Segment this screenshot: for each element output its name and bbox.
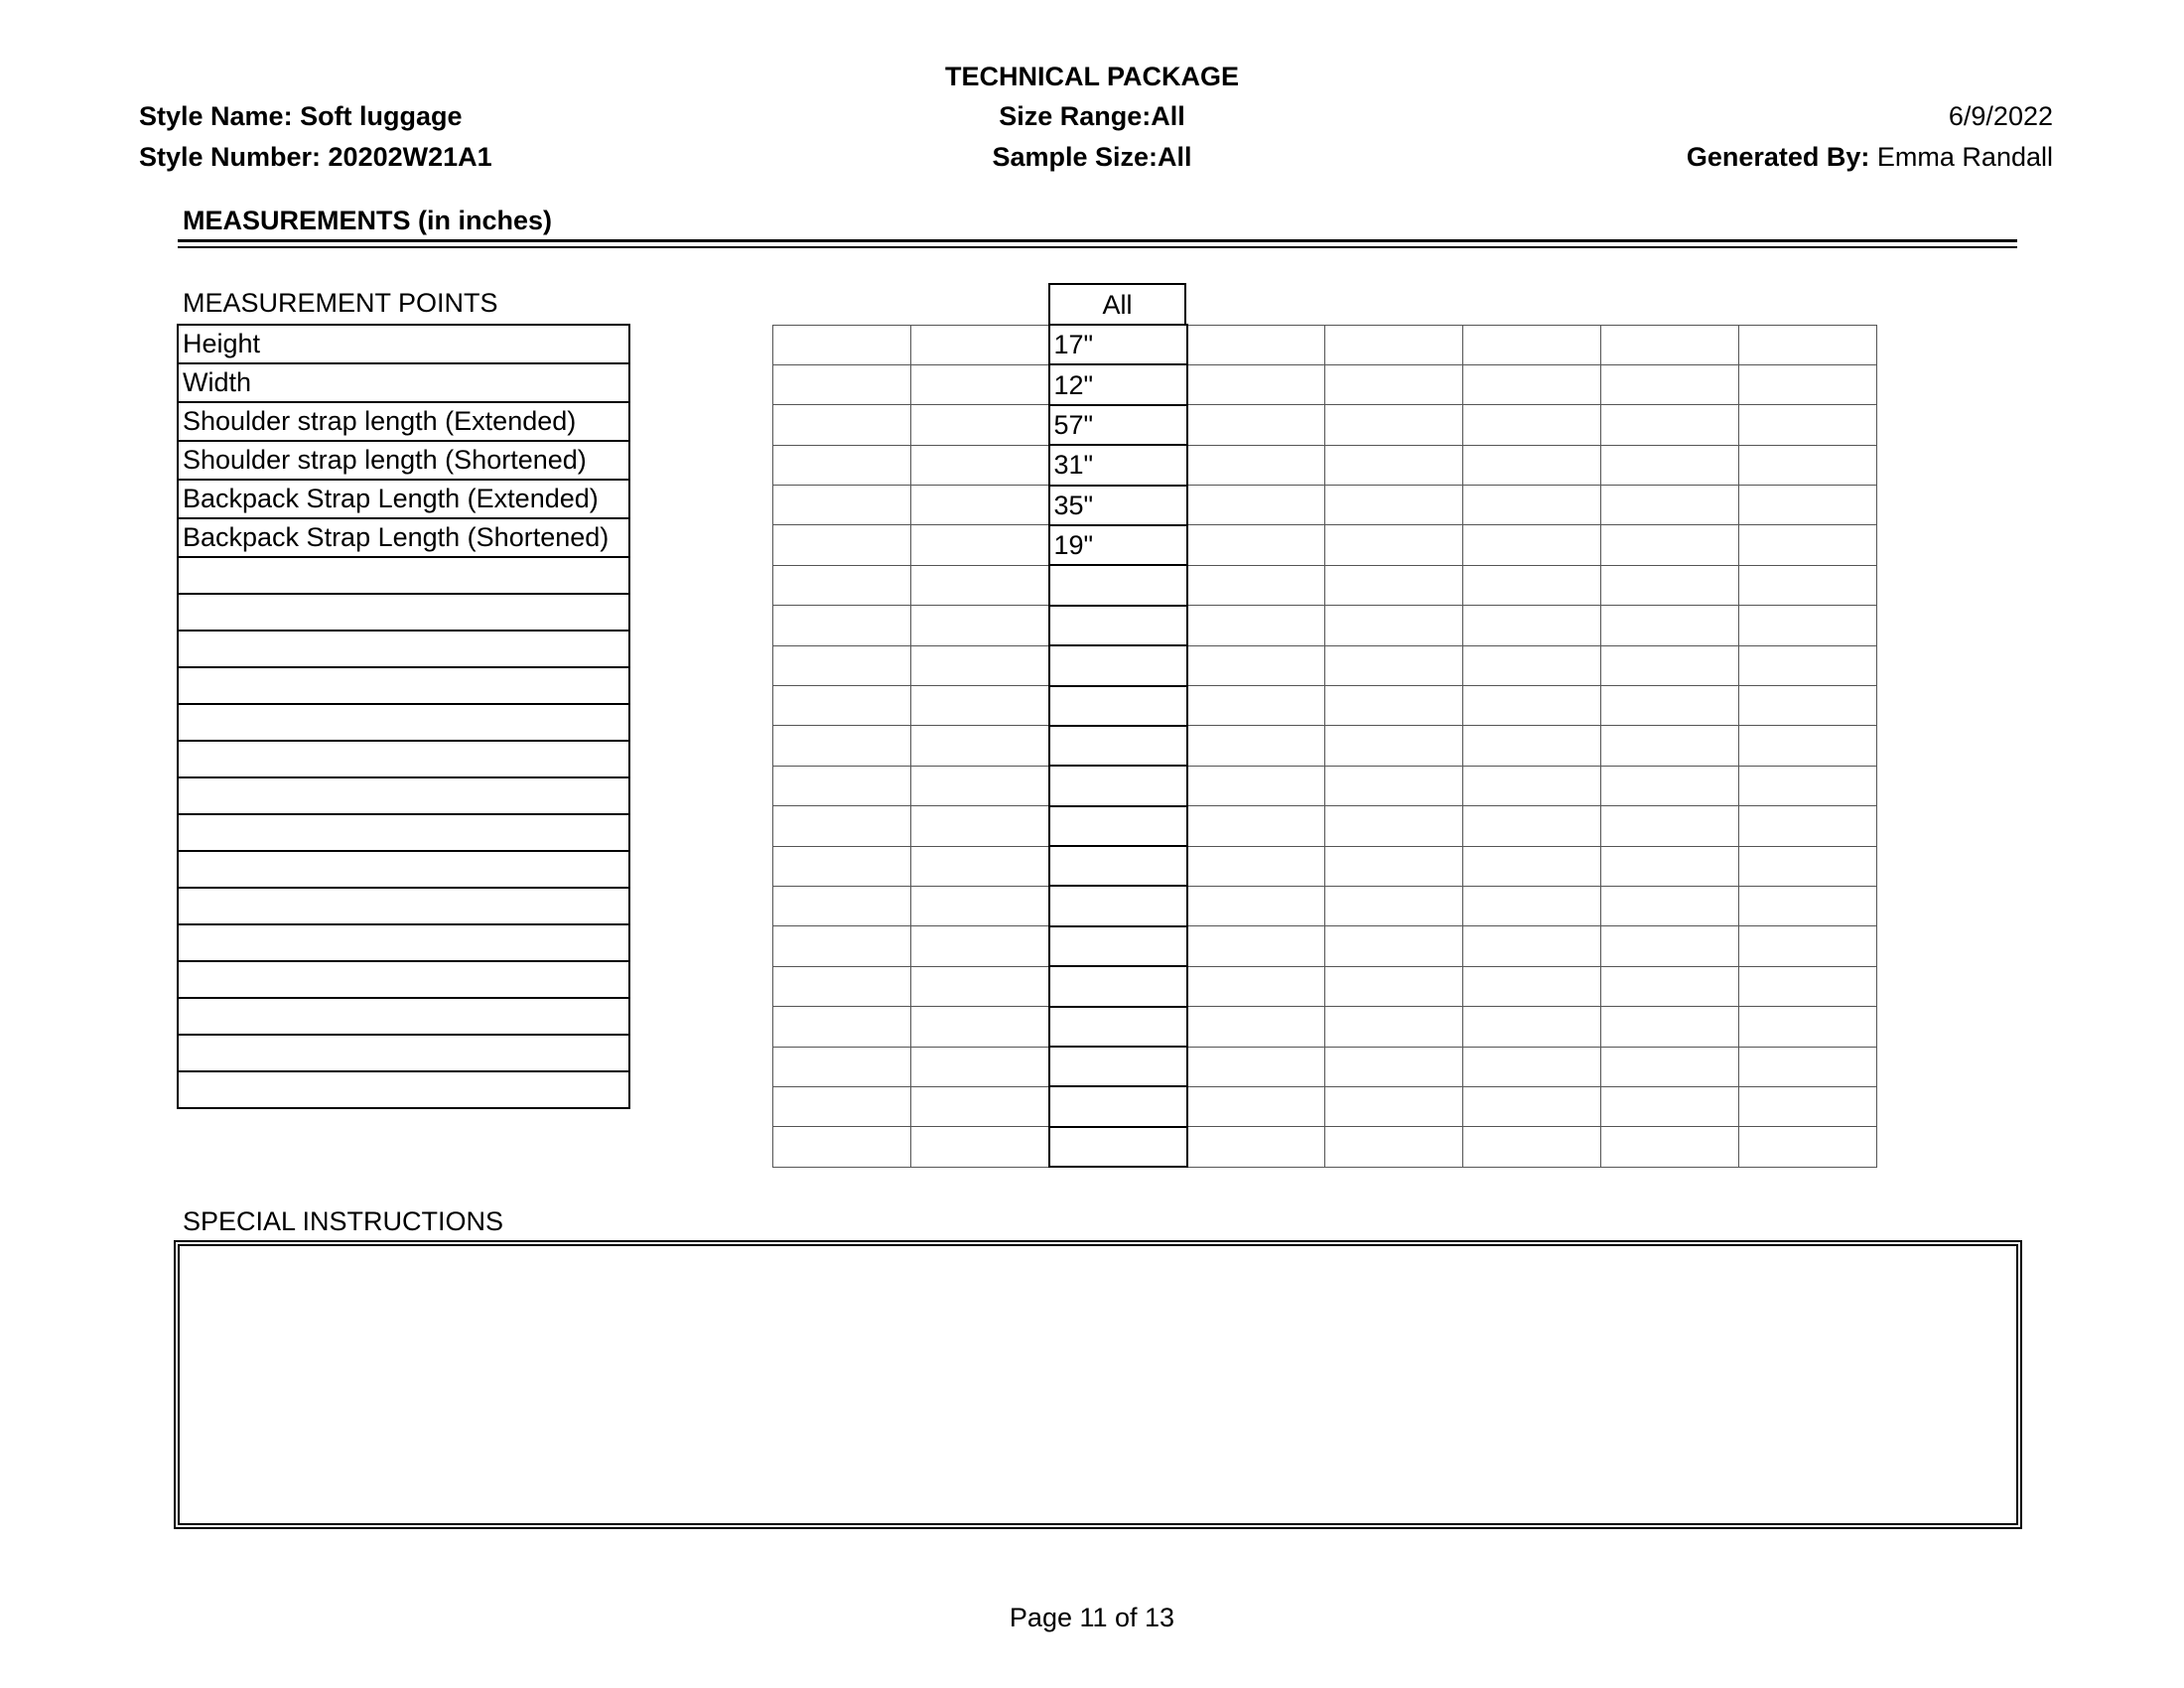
size-grid-cell[interactable] <box>1463 405 1601 445</box>
size-grid-cell[interactable] <box>773 846 911 886</box>
measurement-point-row <box>178 441 629 480</box>
measurement-point-cell[interactable] <box>178 667 629 704</box>
size-grid-cell[interactable] <box>1463 364 1601 404</box>
size-grid-cell[interactable] <box>911 565 1049 605</box>
size-grid-cell[interactable] <box>1187 1127 1325 1167</box>
size-grid-row <box>773 606 1877 645</box>
size-grid-cell[interactable] <box>1739 886 1877 925</box>
size-grid-cell[interactable] <box>1601 445 1739 485</box>
measurement-point-cell[interactable] <box>178 557 629 594</box>
size-grid-cell[interactable] <box>1463 645 1601 685</box>
size-grid-cell[interactable] <box>911 886 1049 925</box>
measurement-point-row <box>178 777 629 814</box>
size-grid-cell[interactable] <box>911 686 1049 726</box>
measurement-points-table <box>177 324 630 1109</box>
size-grid-row <box>773 1086 1877 1126</box>
size-grid-cell[interactable] <box>1187 726 1325 766</box>
size-grid-cell[interactable] <box>1601 726 1739 766</box>
size-all-value-cell[interactable] <box>1049 1007 1187 1047</box>
measurement-point-cell[interactable] <box>178 704 629 741</box>
size-grid-cell[interactable] <box>911 926 1049 966</box>
document-date: 6/9/2022 <box>1948 101 2053 131</box>
size-grid-cell[interactable] <box>773 364 911 404</box>
measurement-point-row <box>178 741 629 777</box>
measurement-point-cell[interactable] <box>178 741 629 777</box>
measurement-point-cell[interactable]: Backpack Strap Length (Shortened) <box>178 518 629 557</box>
size-grid-cell[interactable] <box>1463 846 1601 886</box>
size-grid-row <box>773 846 1877 886</box>
size-grid-cell[interactable] <box>1601 405 1739 445</box>
measurement-point-cell[interactable] <box>178 1035 629 1071</box>
size-grid-cell[interactable] <box>1739 645 1877 685</box>
size-grid-cell[interactable] <box>773 1007 911 1047</box>
measurement-point-row <box>178 961 629 998</box>
size-grid-cell[interactable] <box>1463 445 1601 485</box>
measurement-point-cell[interactable] <box>178 1071 629 1108</box>
size-grid-row <box>773 966 1877 1006</box>
size-grid-cell[interactable] <box>1601 525 1739 565</box>
generated-by <box>1687 140 2053 174</box>
size-all-value-cell[interactable] <box>1049 565 1187 605</box>
size-grid-cell[interactable] <box>1463 1086 1601 1126</box>
size-grid-row <box>773 486 1877 525</box>
size-grid-cell[interactable] <box>1601 846 1739 886</box>
size-grid-row <box>773 1007 1877 1047</box>
size-all-value-cell[interactable] <box>1049 886 1187 925</box>
measurement-point-row <box>178 1035 629 1071</box>
measurement-point-cell[interactable] <box>178 961 629 998</box>
size-grid-cell[interactable] <box>1739 726 1877 766</box>
size-grid-cell[interactable] <box>1187 1007 1325 1047</box>
size-grid-cell[interactable] <box>1187 405 1325 445</box>
size-grid-cell[interactable] <box>1325 325 1463 364</box>
size-grid-cell[interactable] <box>1601 1127 1739 1167</box>
size-grid-cell[interactable] <box>1601 565 1739 605</box>
size-grid-cell[interactable] <box>1325 886 1463 925</box>
document-title: TECHNICAL PACKAGE <box>944 62 1239 91</box>
style-name: Style Name: Soft luggage <box>139 101 463 131</box>
size-grid-cell[interactable] <box>1463 726 1601 766</box>
size-all-value-cell[interactable]: 31" <box>1049 445 1187 485</box>
size-grid-cell[interactable] <box>1187 846 1325 886</box>
size-grid-cell[interactable] <box>1739 766 1877 805</box>
size-grid-row <box>773 726 1877 766</box>
measurement-point-cell[interactable] <box>178 888 629 924</box>
size-all-value-cell[interactable] <box>1049 1086 1187 1126</box>
size-grid-cell[interactable] <box>773 886 911 925</box>
size-grid-cell[interactable] <box>1325 1007 1463 1047</box>
measurement-point-cell[interactable]: Backpack Strap Length (Extended) <box>178 480 629 518</box>
size-grid-cell[interactable] <box>1739 364 1877 404</box>
size-grid-cell[interactable] <box>1739 325 1877 364</box>
size-grid-cell[interactable] <box>1325 405 1463 445</box>
size-all-value-cell[interactable]: 17" <box>1049 325 1187 364</box>
size-grid-cell[interactable] <box>1463 806 1601 846</box>
sample-size: Sample Size:All <box>992 142 1192 172</box>
measurement-point-cell[interactable] <box>178 814 629 851</box>
size-grid-cell[interactable] <box>1463 686 1601 726</box>
size-grid-cell[interactable] <box>1739 405 1877 445</box>
size-grid-cell[interactable] <box>1187 325 1325 364</box>
size-grid-cell[interactable] <box>1601 886 1739 925</box>
size-grid-cell[interactable] <box>1325 525 1463 565</box>
measurement-point-cell[interactable] <box>178 594 629 631</box>
size-grid-cell[interactable] <box>911 806 1049 846</box>
size-grid-row <box>773 1047 1877 1086</box>
measurement-points-label: MEASUREMENT POINTS <box>183 288 498 318</box>
size-grid-cell[interactable] <box>1463 325 1601 364</box>
size-all-value-cell[interactable]: 19" <box>1049 525 1187 565</box>
size-grid-cell[interactable] <box>1325 966 1463 1006</box>
size-grid-cell[interactable] <box>773 806 911 846</box>
measurement-point-row <box>178 325 629 363</box>
size-grid-cell[interactable] <box>1187 686 1325 726</box>
measurement-point-row <box>178 518 629 557</box>
size-grid-cell[interactable] <box>1187 565 1325 605</box>
size-grid-cell[interactable] <box>1187 806 1325 846</box>
special-instructions-box[interactable] <box>174 1240 2022 1529</box>
size-grid-cell[interactable] <box>773 726 911 766</box>
size-grid-cell[interactable] <box>911 486 1049 525</box>
size-grid-cell[interactable] <box>911 1127 1049 1167</box>
size-grid-cell[interactable] <box>911 606 1049 645</box>
size-grid-cell[interactable] <box>773 766 911 805</box>
size-grid-cell[interactable] <box>1739 525 1877 565</box>
size-grid-cell[interactable] <box>1325 364 1463 404</box>
size-grid-row <box>773 325 1877 364</box>
size-grid-cell[interactable] <box>1601 966 1739 1006</box>
size-grid-cell[interactable] <box>773 325 911 364</box>
page-number: Page 11 of 13 <box>1009 1603 1175 1632</box>
measurement-point-row <box>178 363 629 402</box>
measurements-divider <box>178 239 2017 248</box>
size-column-header: All <box>1048 283 1186 325</box>
measurement-point-cell[interactable] <box>178 851 629 888</box>
size-grid-cell[interactable] <box>773 1047 911 1086</box>
size-grid-cell[interactable] <box>1325 766 1463 805</box>
size-grid-row <box>773 405 1877 445</box>
size-grid-cell[interactable] <box>1739 1127 1877 1167</box>
size-all-value-cell[interactable] <box>1049 606 1187 645</box>
size-grid-cell[interactable] <box>773 1086 911 1126</box>
size-grid-cell[interactable] <box>773 445 911 485</box>
size-grid-cell[interactable] <box>1463 966 1601 1006</box>
size-grid-cell[interactable] <box>1325 445 1463 485</box>
size-grid-cell[interactable] <box>773 686 911 726</box>
measurement-point-row <box>178 851 629 888</box>
size-grid-cell[interactable] <box>1601 806 1739 846</box>
size-all-value-cell[interactable]: 35" <box>1049 486 1187 525</box>
size-all-value-cell[interactable] <box>1049 806 1187 846</box>
size-grid-cell[interactable] <box>1601 645 1739 685</box>
size-grid-cell[interactable] <box>1325 1047 1463 1086</box>
measurement-point-cell[interactable]: Shoulder strap length (Shortened) <box>178 441 629 480</box>
size-grid-cell[interactable] <box>911 766 1049 805</box>
size-grid-cell[interactable] <box>1187 966 1325 1006</box>
size-grid-cell[interactable] <box>1463 565 1601 605</box>
size-all-value-cell[interactable] <box>1049 846 1187 886</box>
size-grid-cell[interactable] <box>911 445 1049 485</box>
size-grid-cell[interactable] <box>1739 1086 1877 1126</box>
size-grid-cell[interactable] <box>911 645 1049 685</box>
size-grid-cell[interactable] <box>1187 1086 1325 1126</box>
size-grid-cell[interactable] <box>1187 766 1325 805</box>
size-grid-cell[interactable] <box>911 1047 1049 1086</box>
size-grid-cell[interactable] <box>911 1007 1049 1047</box>
measurement-point-row <box>178 631 629 667</box>
size-grid-cell[interactable] <box>1601 486 1739 525</box>
size-grid-cell[interactable] <box>773 966 911 1006</box>
size-grid-cell[interactable] <box>773 525 911 565</box>
size-range: Size Range:All <box>999 101 1185 131</box>
measurement-point-row <box>178 1071 629 1108</box>
size-grid-cell[interactable] <box>1187 645 1325 685</box>
measurement-point-row <box>178 557 629 594</box>
size-grid-cell[interactable] <box>1325 606 1463 645</box>
size-grid-cell[interactable] <box>1187 1047 1325 1086</box>
size-grid-row <box>773 565 1877 605</box>
size-grid-cell[interactable] <box>1325 1127 1463 1167</box>
measurement-point-cell[interactable] <box>178 631 629 667</box>
size-grid-cell[interactable] <box>1739 686 1877 726</box>
size-grid-cell[interactable] <box>1739 1047 1877 1086</box>
measurements-heading: MEASUREMENTS (in inches) <box>183 206 553 235</box>
size-all-value-cell[interactable]: 12" <box>1049 364 1187 404</box>
generated-by-value: Emma Randall <box>1869 142 2053 172</box>
size-grid-cell[interactable] <box>1601 686 1739 726</box>
size-grid-cell[interactable] <box>911 325 1049 364</box>
size-grid-cell[interactable] <box>1739 565 1877 605</box>
size-grid-cell[interactable] <box>1463 886 1601 925</box>
size-grid-cell[interactable] <box>1739 806 1877 846</box>
size-grid-cell[interactable] <box>1187 606 1325 645</box>
generated-by-label: Generated By: <box>1686 142 1870 172</box>
size-grid-cell[interactable] <box>1601 606 1739 645</box>
measurement-point-row <box>178 888 629 924</box>
size-grid-cell[interactable] <box>1601 926 1739 966</box>
size-grid-cell[interactable] <box>1325 486 1463 525</box>
size-grid-cell[interactable] <box>1187 486 1325 525</box>
size-all-value-cell[interactable] <box>1049 966 1187 1006</box>
size-grid-cell[interactable] <box>1601 1007 1739 1047</box>
measurement-point-row <box>178 480 629 518</box>
size-grid-cell[interactable] <box>1739 445 1877 485</box>
size-grid-cell[interactable] <box>1463 1127 1601 1167</box>
size-all-value-cell[interactable] <box>1049 766 1187 805</box>
size-grid-cell[interactable] <box>1187 886 1325 925</box>
size-grid-row <box>773 364 1877 404</box>
size-all-value-cell[interactable] <box>1049 645 1187 685</box>
size-grid-cell[interactable] <box>911 1086 1049 1126</box>
size-grid-cell[interactable] <box>1463 606 1601 645</box>
size-grid-cell[interactable] <box>911 525 1049 565</box>
size-grid-cell[interactable] <box>1601 1086 1739 1126</box>
size-all-value-cell[interactable] <box>1049 686 1187 726</box>
measurement-point-row <box>178 924 629 961</box>
size-grid-cell[interactable] <box>1739 1007 1877 1047</box>
size-grid-cell[interactable] <box>773 1127 911 1167</box>
measurement-point-row <box>178 667 629 704</box>
size-grid-cell[interactable] <box>1463 1047 1601 1086</box>
measurement-point-cell[interactable] <box>178 777 629 814</box>
size-grid-table <box>772 324 1877 1168</box>
measurement-point-row <box>178 704 629 741</box>
size-grid-cell[interactable] <box>1325 726 1463 766</box>
measurement-point-row <box>178 402 629 441</box>
size-grid-cell[interactable] <box>1325 686 1463 726</box>
size-grid-cell[interactable] <box>1187 364 1325 404</box>
size-grid-cell[interactable] <box>1463 1007 1601 1047</box>
size-grid-row <box>773 686 1877 726</box>
size-all-value-cell[interactable] <box>1049 926 1187 966</box>
size-grid-cell[interactable] <box>911 966 1049 1006</box>
size-grid-cell[interactable] <box>911 726 1049 766</box>
size-grid-cell[interactable] <box>1739 846 1877 886</box>
size-grid-row <box>773 525 1877 565</box>
size-grid-row <box>773 806 1877 846</box>
size-grid-cell[interactable] <box>1601 364 1739 404</box>
size-grid-row <box>773 1127 1877 1167</box>
measurement-point-row <box>178 998 629 1035</box>
size-grid-cell[interactable] <box>1187 926 1325 966</box>
size-grid-cell[interactable] <box>1325 1086 1463 1126</box>
size-all-value-cell[interactable] <box>1049 1047 1187 1086</box>
size-grid-cell[interactable] <box>1739 966 1877 1006</box>
size-grid-cell[interactable] <box>1325 645 1463 685</box>
size-grid-cell[interactable] <box>1325 846 1463 886</box>
special-instructions-label: SPECIAL INSTRUCTIONS <box>183 1206 504 1236</box>
size-grid-cell[interactable] <box>911 405 1049 445</box>
size-grid-cell[interactable] <box>773 645 911 685</box>
size-grid-cell[interactable] <box>1187 445 1325 485</box>
measurement-point-cell[interactable] <box>178 998 629 1035</box>
size-grid-row <box>773 645 1877 685</box>
size-all-value-cell[interactable]: 57" <box>1049 405 1187 445</box>
size-grid-cell[interactable] <box>773 565 911 605</box>
measurement-point-cell[interactable]: Shoulder strap length (Extended) <box>178 402 629 441</box>
size-grid-row <box>773 886 1877 925</box>
size-grid-cell[interactable] <box>1463 486 1601 525</box>
size-grid-cell[interactable] <box>773 405 911 445</box>
size-grid-cell[interactable] <box>1325 806 1463 846</box>
size-grid-cell[interactable] <box>1325 926 1463 966</box>
size-grid-cell[interactable] <box>1739 486 1877 525</box>
size-grid-row <box>773 926 1877 966</box>
size-grid-cell[interactable] <box>911 364 1049 404</box>
size-all-value-cell[interactable] <box>1049 726 1187 766</box>
style-number: Style Number: 20202W21A1 <box>139 142 492 172</box>
size-grid-cell[interactable] <box>1601 1047 1739 1086</box>
size-grid-cell[interactable] <box>1187 525 1325 565</box>
size-grid-row <box>773 766 1877 805</box>
measurement-point-row <box>178 814 629 851</box>
size-grid-cell[interactable] <box>1463 766 1601 805</box>
size-grid-cell[interactable] <box>911 846 1049 886</box>
size-grid-cell[interactable] <box>1463 525 1601 565</box>
measurement-point-cell[interactable]: Width <box>178 363 629 402</box>
size-grid-cell[interactable] <box>773 606 911 645</box>
measurement-point-cell[interactable] <box>178 924 629 961</box>
size-grid-cell[interactable] <box>773 926 911 966</box>
size-grid-row <box>773 445 1877 485</box>
size-grid-cell[interactable] <box>1739 606 1877 645</box>
measurement-point-cell[interactable]: Height <box>178 325 629 363</box>
size-grid-cell[interactable] <box>1325 565 1463 605</box>
size-grid-cell[interactable] <box>1601 766 1739 805</box>
size-grid-cell[interactable] <box>1463 926 1601 966</box>
size-grid-cell[interactable] <box>1739 926 1877 966</box>
size-grid-cell[interactable] <box>1601 325 1739 364</box>
measurement-point-row <box>178 594 629 631</box>
size-all-value-cell[interactable] <box>1049 1127 1187 1167</box>
size-grid-cell[interactable] <box>773 486 911 525</box>
